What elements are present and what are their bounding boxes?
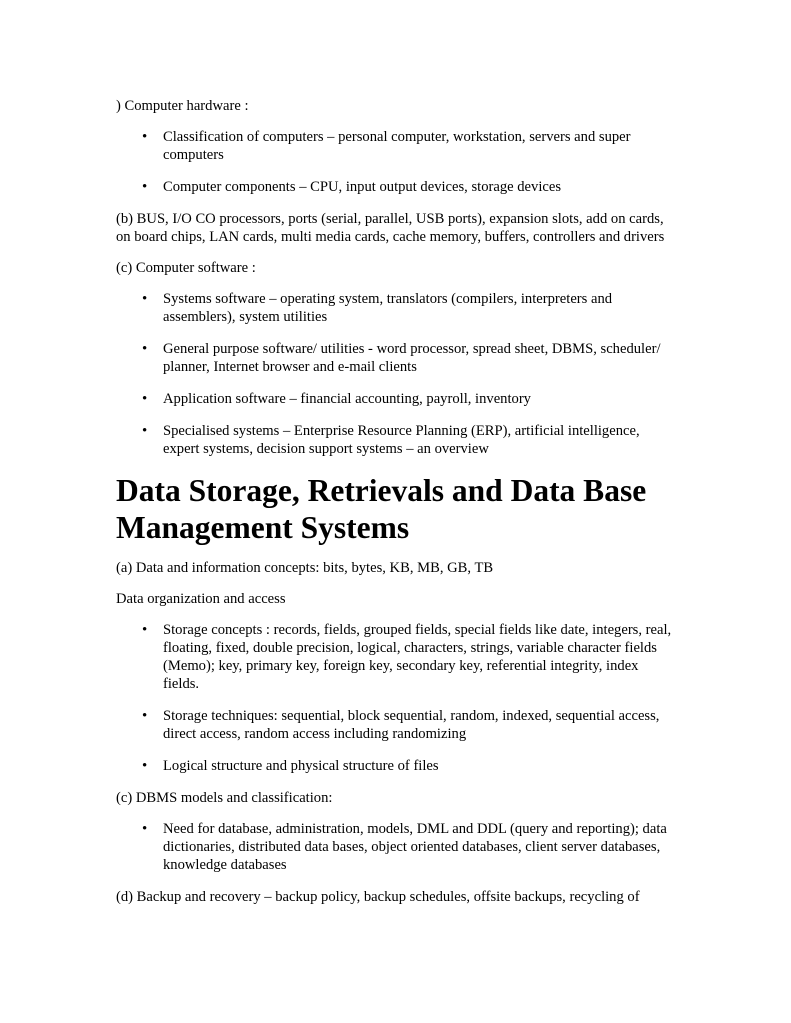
list-item: • Need for database, administration, models, DML and DDL (query and reporting); data dictionaries, distributed data bases, object oriented databases, client server databases, knowledge databases bbox=[163, 820, 676, 874]
list-item: • Storage concepts : records, fields, grouped fields, special fields like date, integers, real, floating, fixed, double precision, logical, characters, strings, variable character fields (Memo); key, primary key, foreign key, secondary key, referential integrity, index fields. bbox=[163, 621, 676, 693]
section-heading: Data Storage, Retrievals and Data Base Management Systems bbox=[116, 473, 647, 545]
dbms-list bbox=[116, 820, 676, 874]
backup-paragraph: (d) Backup and recovery – backup policy, backup schedules, offsite backups, recycling of bbox=[116, 889, 640, 905]
hardware-list bbox=[116, 128, 676, 196]
list-item: • Systems software – operating system, translators (compilers, interpreters and assemblers), system utilities bbox=[163, 290, 676, 326]
list-item: • General purpose software/ utilities - word processor, spread sheet, DBMS, scheduler/ planner, Internet browser and e-mail clients bbox=[163, 340, 676, 376]
list-item: • Storage techniques: sequential, block sequential, random, indexed, sequential access, direct access, random access including randomizing bbox=[163, 707, 676, 743]
list-item: • Application software – financial accounting, payroll, inventory bbox=[163, 390, 676, 408]
list-item: • Computer components – CPU, input output devices, storage devices bbox=[163, 178, 676, 196]
bus-paragraph: (b) BUS, I/O CO processors, ports (serial, parallel, USB ports), expansion slots, add on cards, on board chips, LAN cards, multi media cards, cache memory, buffers, controllers and drivers bbox=[116, 211, 665, 245]
dbms-intro: (c) DBMS models and classification: bbox=[116, 790, 333, 806]
software-intro: (c) Computer software : bbox=[116, 260, 256, 276]
software-list bbox=[116, 290, 676, 458]
list-item: • Classification of computers – personal computer, workstation, servers and super computers bbox=[163, 128, 676, 164]
list-item: • Specialised systems – Enterprise Resource Planning (ERP), artificial intelligence, expert systems, decision support systems – an overview bbox=[163, 422, 676, 458]
list-item: • Logical structure and physical structure of files bbox=[163, 757, 676, 775]
hardware-intro: ) Computer hardware : bbox=[116, 98, 249, 114]
storage-list bbox=[116, 621, 676, 775]
data-concepts-paragraph: (a) Data and information concepts: bits, bytes, KB, MB, GB, TB bbox=[116, 560, 494, 576]
document-page bbox=[116, 97, 676, 919]
data-organization-paragraph: Data organization and access bbox=[116, 591, 286, 607]
